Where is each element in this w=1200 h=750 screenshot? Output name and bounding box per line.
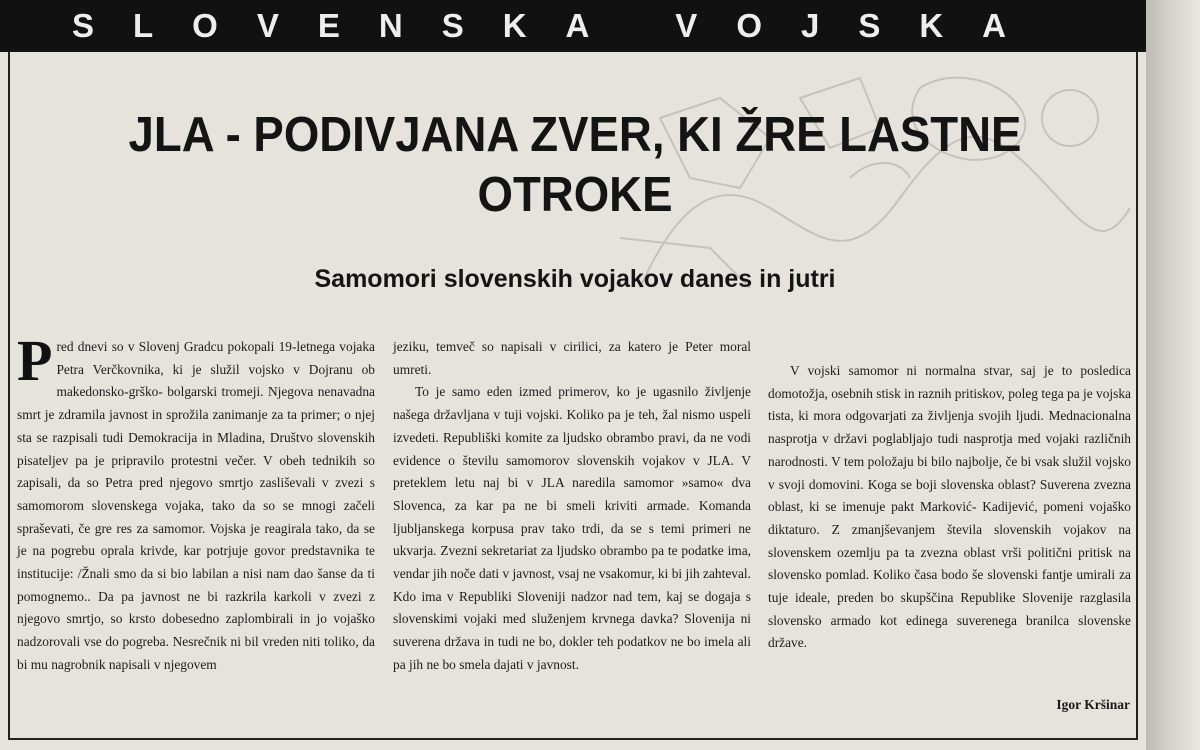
- article-headline: JLA - PODIVJANA ZVER, KI ŽRE LASTNE OTROKE: [128, 108, 1022, 222]
- text-column-2: [393, 336, 751, 677]
- adjacent-page-edge: [1146, 0, 1200, 750]
- paragraph: [17, 328, 375, 677]
- author-byline: Igor Kršinar: [1056, 697, 1130, 712]
- paragraph: V vojski samomor ni normalna stvar, saj je to posledica domotožja, osebnih stisk in raznih pritiskov, poleg tega pa je vojska tista, ki mora odgovarjati za življenja svojih ljudi. Mednacionalna nasprotja v državi poglabljajo tudi nasprotja med vojaki različnih narodnosti. V tem položaju bi bilo najbolje, če bi vsak služil vojsko v svoji domovini. Koga se boji slovenska oblast? Suverena zvezna oblast, ki se imenuje pakt Marković- Kadijević, pomeni vojaško diktaturo. Z zmanjševanjem števila slovenskih vojakov na slovenskem ozemlju pa ta zvezna oblast vrši politični pritisk na slovensko pomlad. Koliko časa bodo še slovenski fantje umirali za tuje ideale, preden bo skupščina Republike Slovenije razglasila slovensko armado kot edinega suverenega branilca slovenske države.: [768, 363, 1131, 651]
- drop-cap: P: [17, 328, 53, 393]
- paragraph-text: red dnevi so v Slovenj Gradcu pokopali 19-letnega vojaka Petra Verčkovnika, ki je služil vojsko v Dojranu ob makedonsko-grško- bolgarski tromeji. Njegova nenavadna smrt je zdramila javnost in sprožila zanimanje za ta primer; o njej sta se razpisali tudi Demokracija in Mladina, Društvo slovenskih pisateljev pa je pripravilo protestni večer. V obeh tednikih so zapisali, da so Petra pred njegovo smrtjo zasliševali v zvezi s samomorom slovenskega vojaka, tako da so se mnogi začeli spraševati, če gre res za samomor. Vojska je reagirala tako, da se je na pogrebu oprala krivde, kar potrjuje govor predstavnika te institucije: /Žnali smo da si bio labilan a nisi nam dao šanse da ti pomognemo.. Da pa javnost ne bi razkrila karkoli v zvezi z njegovo smrtjo, so krsto dobesedno zaplombirali in jo vojaško nadzorovali vse do pogreba. Nesrečnik ni bil vreden niti toliko, da bi mu nagrobnik napisali v njegovem: [17, 339, 375, 672]
- masthead-bar: [0, 0, 1146, 52]
- paragraph: To je samo eden izmed primerov, ko je ugasnilo življenje našega državljana v tuji vojski. Koliko pa je teh, žal nismo uspeli izvedeti. Republiški komite za ljudsko obrambo pravi, da ne vodi evidence o številu samomorov slovenskih vojakov v JLA. V preteklem letu naj bi v JLA naredila samomor »samo« dva Slovenca, za kar pa ne bi smeli kriviti armade. Komanda ljubljanskega korpusa prav tako trdi, da se s temi primeri ne ukvarja. Zvezni sekretariat za ljudsko obrambo pa te podatke ima, vendar jih noče dati v javnost, vsaj ne vsakomur, ki bi jih zahteval. Kdo ima v Republiki Sloveniji nadzor nad tem, kaj se dogaja s slovenskimi vojaki med služenjem krvnega davka? Slovenija ni suverena država in tudi ne bo, dokler teh podatkov ne bo imela ali pa jih ne bo smela dajati v javnost.: [393, 384, 751, 672]
- article-subheadline: Samomori slovenskih vojakov danes in jutri: [314, 265, 836, 293]
- text-column-3: [768, 360, 1131, 655]
- masthead-title: SLOVENSKA VOJSKA: [72, 7, 1046, 44]
- paragraph: jeziku, temveč so napisali v cirilici, za katero je Peter moral umreti.: [393, 339, 751, 377]
- text-column-1: [17, 328, 375, 677]
